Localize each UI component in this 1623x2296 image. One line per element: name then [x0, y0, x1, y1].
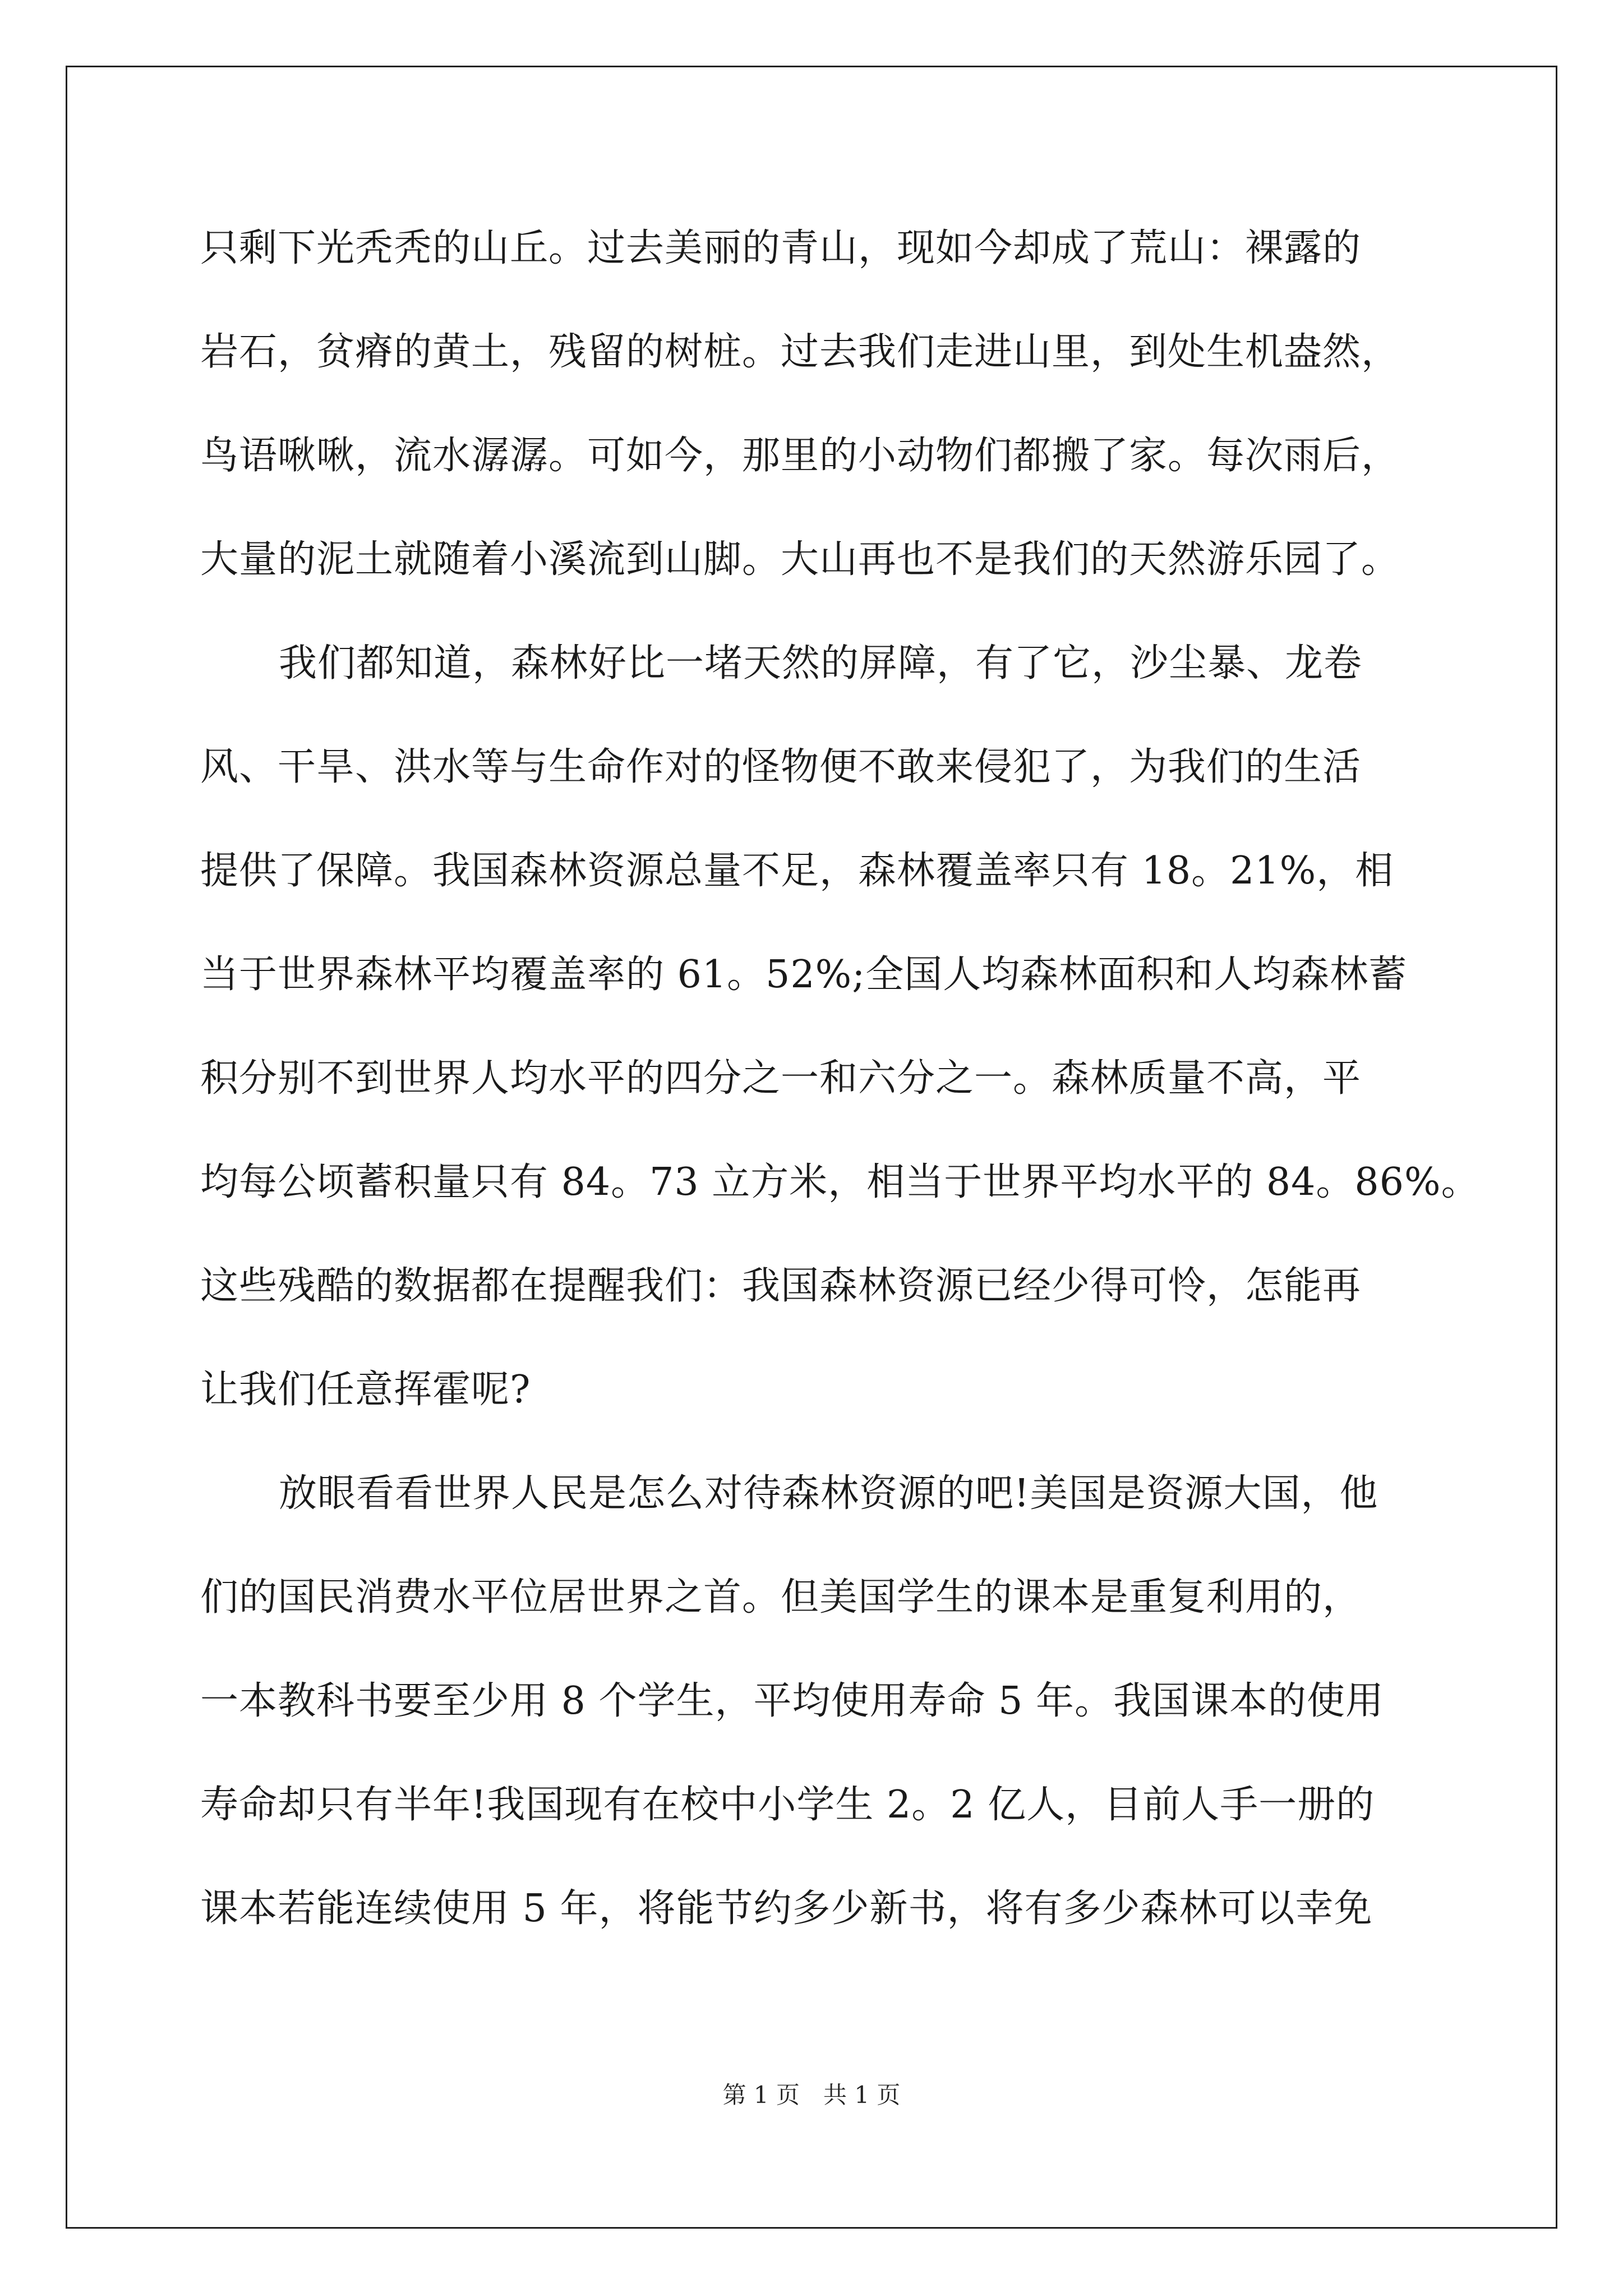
text-line: 风、干旱、洪水等与生命作对的怪物便不敢来侵犯了，为我们的生活: [200, 745, 1362, 789]
text-line: 我们都知道，森林好比一堵天然的屏障，有了它，沙尘暴、龙卷: [279, 641, 1363, 685]
text-line: 均每公顷蓄积量只有 84。73 立方米，相当于世界平均水平的 84。86%。: [200, 1160, 1480, 1204]
text-line: 寿命却只有半年!我国现有在校中小学生 2。2 亿人，目前人手一册的: [200, 1783, 1375, 1827]
text-line: 岩石，贫瘠的黄土，残留的树桩。过去我们走进山里，到处生机盎然，: [200, 330, 1400, 374]
text-line: 鸟语啾啾，流水潺潺。可如今，那里的小动物们都搬了家。每次雨后，: [200, 434, 1400, 478]
text-line: 只剩下光秃秃的山丘。过去美丽的青山，现如今却成了荒山：裸露的: [200, 226, 1362, 270]
page-number-label: 第 1 页 共 1 页: [722, 2081, 901, 2109]
text-line: 积分别不到世界人均水平的四分之一和六分之一。森林质量不高，平: [200, 1056, 1362, 1101]
text-line: 这些残酷的数据都在提醒我们：我国森林资源已经少得可怜，怎能再: [200, 1264, 1362, 1308]
text-line: 提供了保障。我国森林资源总量不足，森林覆盖率只有 18。21%，相: [200, 849, 1394, 893]
text-line: 一本教科书要至少用 8 个学生，平均使用寿命 5 年。我国课本的使用: [200, 1679, 1384, 1723]
document-body: [200, 212, 1490, 1976]
text-line: 课本若能连续使用 5 年，将能节约多少新书，将有多少森林可以幸免: [200, 1887, 1373, 1931]
text-line: 放眼看看世界人民是怎么对待森林资源的吧!美国是资源大国，他: [279, 1471, 1378, 1516]
text-line: 们的国民消费水平位居世界之首。但美国学生的课本是重复利用的，: [200, 1575, 1362, 1619]
text-line: 当于世界森林平均覆盖率的 61。52%;全国人均森林面积和人均森林蓄: [200, 953, 1408, 997]
text-line: 大量的泥土就随着小溪流到山脚。大山再也不是我们的天然游乐园了。: [200, 537, 1400, 582]
page-footer: [0, 2078, 1623, 2112]
text-line: 让我们任意挥霍呢?: [200, 1368, 531, 1412]
